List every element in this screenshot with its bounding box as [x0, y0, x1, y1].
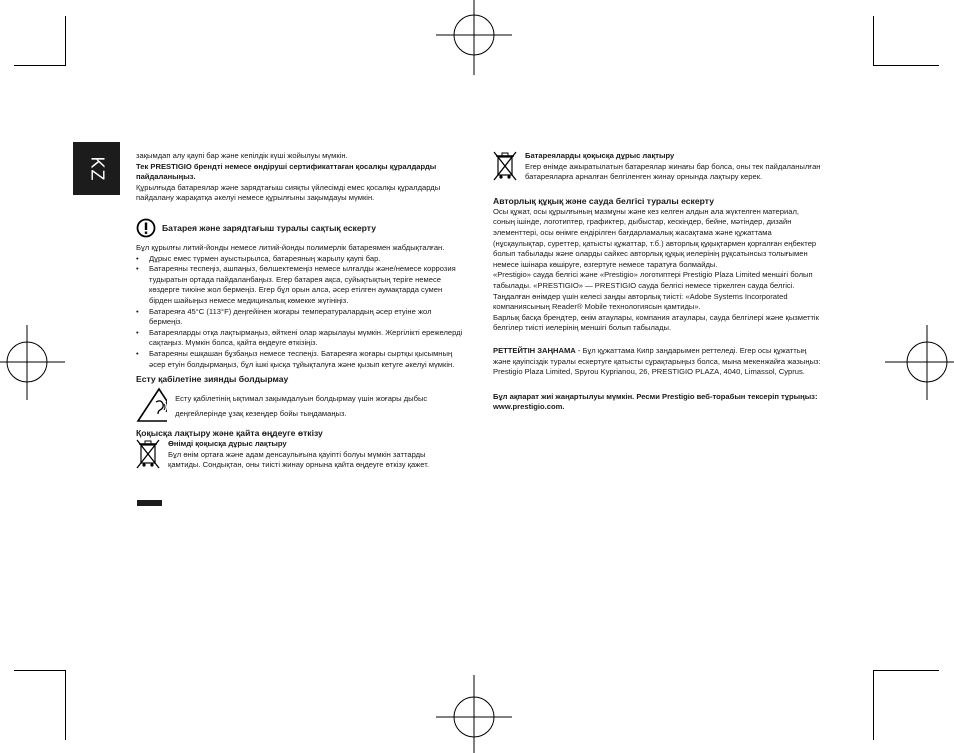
- crop-mark: [14, 65, 66, 66]
- regulation-label: РЕТТЕЙТІН ЗАҢНАМА: [493, 345, 576, 355]
- copyright-paragraph: Таңдалған өнімдер үшін келесі заңды авторлық тиістi: «Adobe Systems Incorporated компаниясының Reader® Mobile технологиясын қамтиды».: [493, 291, 788, 312]
- list-item: • Батареяларды отқа лақтырмаңыз, өйткені олар жарылауы мүмкін. Жергілікті ережелерді сақтаңыз. Мүмкін болса, қайта өңдеуге өткізіңіз.: [149, 328, 463, 349]
- hearing-heading: Есту қабілетіне зиянды болдырмау: [136, 374, 289, 385]
- hearing-row: [136, 387, 463, 423]
- list-item: • Батареяны теспеңіз, ашпаңыз, бөлшектемеңіз немесе ылғалды және/немесе коррозия тудыратын ортада пайдаланбаңыз. Егер батарея ақса, суйықтықтың теріге немесе көздерге тиюіне жол бермеңіз. Егер бұл орын алса, әсер етілген аумақтарда сумен бірден шайыңыз немесе медициналық көмекке жүгініңіз.: [149, 264, 463, 306]
- product-disposal-row: [136, 439, 463, 471]
- intro-line: зақымдап алу қаупі бар және кепілдік күші жойылуы мүмкін.: [136, 151, 348, 160]
- crop-mark: [873, 670, 874, 740]
- crop-mark: [873, 65, 939, 66]
- registration-mark-bottom: [434, 675, 514, 753]
- hearing-warning-icon: [136, 387, 167, 423]
- battery-bullet-list: [136, 254, 463, 371]
- left-column: [136, 151, 463, 471]
- registration-mark-top: [434, 0, 514, 75]
- battery-disposal-text: Егер өнімде ажыратылатын батареялар жинағы бар болса, оны тек пайдаланылған батареяларға арналған белгіленген жинау орнында лақтыру керек.: [525, 161, 821, 182]
- copyright-paragraph: «Prestigio» сауда белгісі және «Prestigio» логотиптері Prestigio Plaza Limited меншігі болып табылады. «PRESTIGIO» — PRESTIGIO сауда белгісі немесе тіркелген сауда белгісі.: [493, 270, 813, 290]
- list-item: • Батареяны ешқашан бұзбаңыз немесе теспеңіз. Батареяға жоғары сыртқы қысымның әсер етуін болдырмаңыз, бұл ішкі қысқа тұйықталуға және қызып кетуге әкелуі мүмкін.: [149, 349, 463, 370]
- crossed-bin-icon: [493, 151, 517, 181]
- registration-mark-left: [0, 325, 65, 400]
- language-tab: [73, 142, 120, 195]
- crop-mark: [65, 16, 66, 66]
- registration-mark-right: [885, 325, 954, 400]
- copyright-heading: Авторлық құқық және сауда белгісі туралы ескерту: [493, 195, 714, 206]
- right-column: [493, 151, 821, 413]
- warning-icon: [136, 218, 156, 238]
- battery-warning-heading-row: [136, 218, 463, 238]
- black-bar: [137, 500, 162, 506]
- language-tab-label: KZ: [87, 155, 107, 182]
- crop-mark: [14, 670, 66, 671]
- regulation-paragraph: [493, 346, 821, 378]
- list-item: • Батареяға 45°C (113°F) деңгейінен жоғары температуралардың әсер етуіне жол бермеңіз.: [149, 307, 463, 328]
- battery-disposal-row: [493, 151, 821, 183]
- product-text: Бұл өнім ортаға және адам денсаулығына қауіпті болуы мүмкін заттарды қамтиды. Сондықтан, оны тиісті жинау орнына қайта өңдеуге өткізу қажет.: [168, 449, 429, 470]
- hearing-text: Есту қабілетінің ықтимал зақымдалуын болдырмау үшін жоғары дыбыс деңгейлерінде ұзақ кезеңдер бойы тыңдамаңыз.: [175, 394, 428, 419]
- crop-mark: [873, 670, 939, 671]
- battery-disposal-heading: Батареяларды қоқысқа дұрыс лақтыру: [525, 151, 675, 160]
- crossed-bin-icon: [136, 439, 160, 469]
- crop-mark: [65, 670, 66, 740]
- regulation-text: - Бұл құжаттама Кипр заңдарымен реттеледі. Егер осы құжаттың және қауіпсіздік туралы ескертуге қатысты сұрақтарыңыз болса, мына мекенжайға жазыңыз: Prestigio Plaza Limited, Spyrou Kyprianou, 26, PRESTIGIO PLAZA, 4040, Limassol, Cyprus.: [493, 345, 821, 377]
- battery-heading: Батарея және зарядтағыш туралы сақтық ескерту: [162, 222, 376, 233]
- crop-mark: [873, 16, 874, 66]
- footer-note: Бұл ақпарат жиі жаңартылуы мүмкін. Ресми Prestigio веб-торабын тексеріп тұрыңыз: www.prestigio.com.: [493, 391, 818, 412]
- copyright-paragraph: Осы құжат, осы құрылғының мазмұны және кез келген алдын ала жүктелген материал, соның ішінде, логотиптер, графиктер, дыбыстар, кескіндер, бейне, мәтіндер, дизайн элементтері, осы өнімге ендірілген бағдарламалық жасақтама және құжаттама (нұсқаулықтар, суреттер, қатысты құжаттар, т.б.) авторлық құқықтармен қорғалған еңбектер болып табылады және оларды сайкес авторлық құқық иелерінің рұқсатынсыз толығымен немесе ішінара көшіруге, өзгертуге немесе таратуға болмайды.: [493, 206, 817, 269]
- cert-heading: Тек PRESTIGIO брендті немесе өндіруші сертификаттаған қосалқы құралдарды пайдаланыңыз.: [136, 161, 437, 182]
- disposal-heading: Қоқысқа лақтыру және қайта өңдеуге өткізу: [136, 428, 323, 439]
- copyright-paragraph: Барлық басқа брендтер, өнім атаулары, компания атаулары, сауда белгілері және қызметтік белгілер тиісті иелерінің меншігі болып табылады.: [493, 312, 819, 333]
- battery-intro: Бұл құрылғы литий-йонды немесе литий-йонды полимерлік батареямен жабдықталған.: [136, 242, 445, 252]
- product-subheading: Өнімді қоқысқа дұрыс лақтыру: [168, 439, 287, 449]
- list-item: • Дұрыс емес түрмен ауыстырылса, батареяның жарылу қаупі бар.: [149, 254, 463, 265]
- cert-text: Құрылғыда батареялар және зарядтағыш сияқты үйлесімді емес қосалқы құралдарды пайдалану жарақатқа әкелуі немесе құрылғыны зақымдауы мүмкін.: [136, 182, 441, 203]
